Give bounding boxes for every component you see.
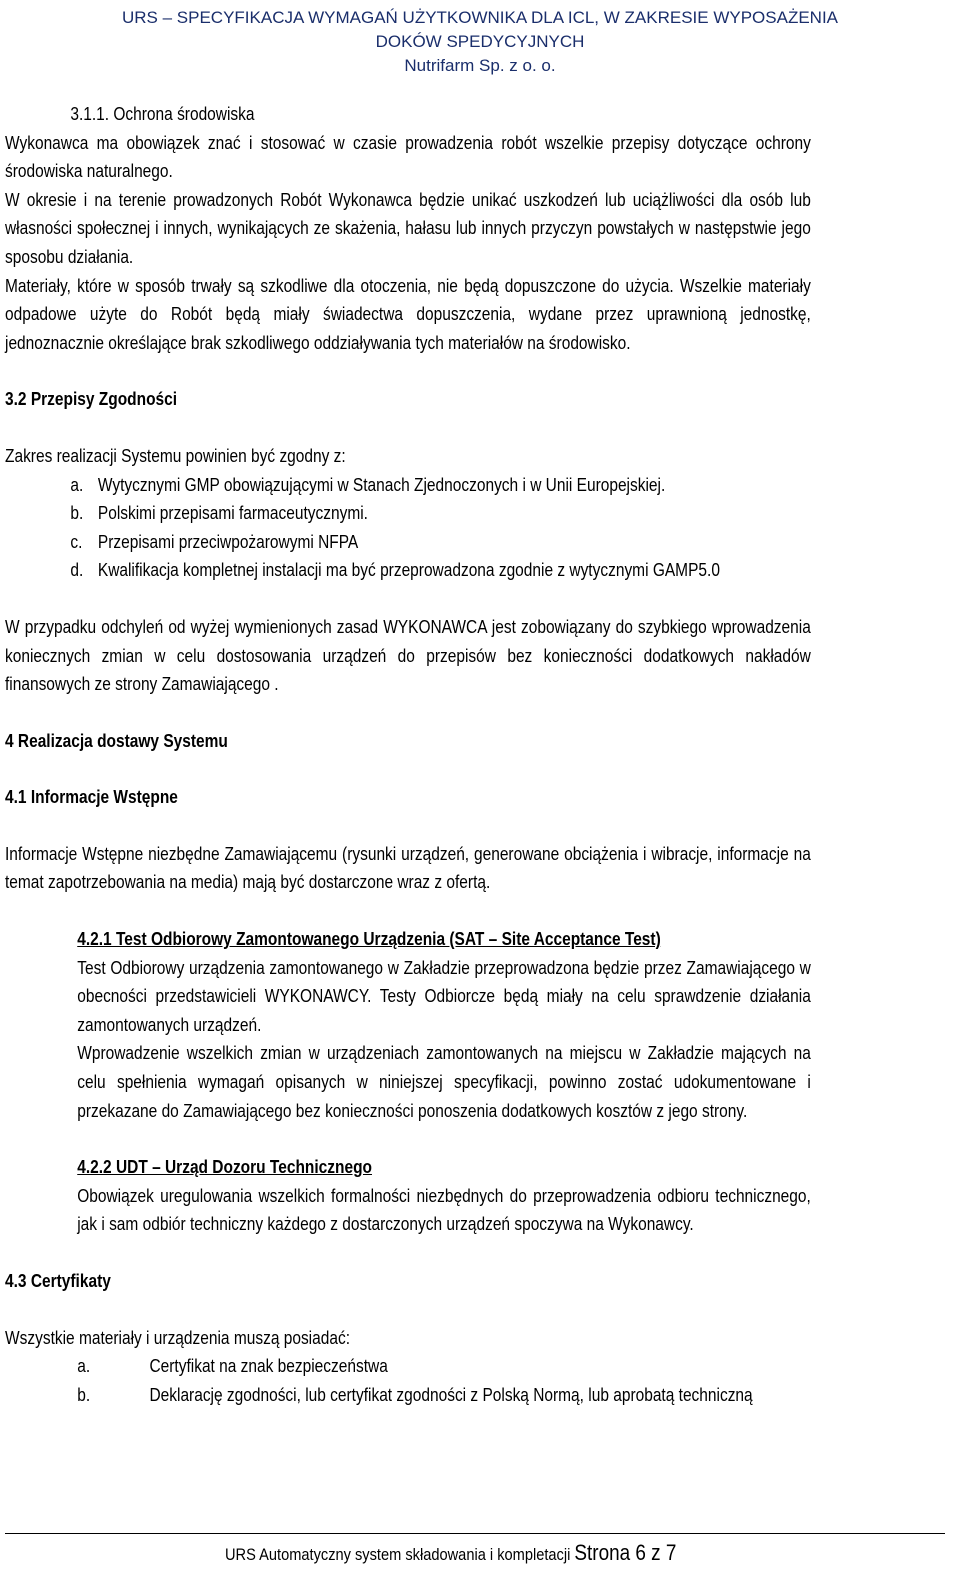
compliance-list bbox=[5, 471, 811, 585]
certificates-list bbox=[5, 1352, 811, 1409]
section-4-2-2-heading bbox=[77, 1153, 811, 1182]
list-item bbox=[5, 528, 811, 557]
section-3-2-heading: 3.2 Przepisy Zgodności bbox=[5, 389, 178, 410]
paragraph: W okresie i na terenie prowadzonych Robót Wykonawca będzie unikać uszkodzeń lub uciążliwości dla osób lub własności społecznej i innych, wynikających ze skażenia, hałasu lub innych przyczyn powstałych w następstwie jego sposobu działania. bbox=[5, 189, 811, 267]
list-item-text: Certyfikat na znak bezpieczeństwa bbox=[149, 1356, 388, 1377]
list-item bbox=[5, 1381, 811, 1410]
header-title: URS – SPECYFIKACJA WYMAGAŃ UŻYTKOWNIKA DLA ICL, W ZAKRESIE WYPOSAŻENIA bbox=[121, 8, 839, 27]
paragraph: Wykonawca ma obowiązek znać i stosować w czasie prowadzenia robót wszelkie przepisy dotyczące ochrony środowiska naturalnego. bbox=[5, 132, 811, 182]
list-marker: a. bbox=[77, 1356, 91, 1377]
paragraph: Informacje Wstępne niezbędne Zamawiającemu (rysunki urządzeń, generowane obciążenia i wibracje, informacje na temat zapotrzebowania na media) mają być dostarczone wraz z ofertą. bbox=[5, 843, 811, 893]
paragraph: Wprowadzenie wszelkich zmian w urządzeniach zamontowanych na miejscu w Zakładzie mających na celu spełnienia wymagań opisanych w niniejszej specyfikacji, powinno zostać udokumentowane i przekazane do Zamawiającego bez konieczności ponoszenia dodatkowych kosztów z jego strony. bbox=[77, 1043, 811, 1121]
list-item-text: Przepisami przeciwpożarowymi NFPA bbox=[97, 531, 359, 552]
list-marker: a. bbox=[70, 474, 84, 495]
section-4-2-1 bbox=[77, 925, 811, 1125]
list-item bbox=[5, 556, 811, 585]
list-marker: d. bbox=[70, 560, 84, 581]
list-intro: Wszystkie materiały i urządzenia muszą posiadać: bbox=[5, 1327, 350, 1348]
page-header bbox=[0, 6, 960, 78]
section-4-1-heading: 4.1 Informacje Wstępne bbox=[5, 787, 178, 808]
section-4-2-1-heading bbox=[77, 925, 811, 954]
list-item-text: Wytycznymi GMP obowiązującymi w Stanach Zjednoczonych i w Unii Europejskiej. bbox=[97, 474, 666, 495]
list-item bbox=[5, 1352, 811, 1381]
list-item bbox=[5, 499, 811, 528]
list-item-text: Polskimi przepisami farmaceutycznymi. bbox=[97, 503, 368, 524]
list-item-text: Deklarację zgodności, lub certyfikat zgodności z Polską Normą, lub aprobatą techniczną bbox=[149, 1384, 753, 1405]
section-3-1-1-heading: 3.1.1. Ochrona środowiska bbox=[70, 104, 255, 124]
paragraph: Obowiązek uregulowania wszelkich formalności niezbędnych do przeprowadzenia odbioru technicznego, jak i sam odbiór techniczny każdego z dostarczonych urządzeń spoczywa na Wykonawcy. bbox=[77, 1185, 811, 1235]
paragraph: Materiały, które w sposób trwały są szkodliwe dla otoczenia, nie będą dopuszczone do użycia. Wszelkie materiały odpadowe użyte do Robót będą miały świadectwa dopuszczenia, wydane przez uprawnioną jednostkę, jednoznacznie określające brak szkodliwego oddziaływania tych materiałów na środowisko. bbox=[5, 275, 811, 353]
header-subtitle: DOKÓW SPEDYCYJNYCH bbox=[375, 32, 585, 51]
footer-text bbox=[225, 1542, 676, 1566]
section-4-2-2 bbox=[77, 1153, 811, 1239]
page-footer bbox=[5, 1533, 945, 1565]
footer-doc-title: URS Automatyczny system składowania i kompletacji bbox=[225, 1545, 571, 1564]
page-number: Strona 6 z 7 bbox=[574, 1540, 677, 1565]
list-intro: Zakres realizacji Systemu powinien być zgodny z: bbox=[5, 445, 346, 466]
list-item-text: Kwalifikacja kompletnej instalacji ma być przeprowadzona zgodnie z wytycznymi GAMP5.0 bbox=[97, 560, 720, 581]
heading-text: 4.2.2 UDT – Urząd Dozoru Technicznego bbox=[77, 1157, 372, 1178]
section-4-heading: 4 Realizacja dostawy Systemu bbox=[5, 730, 228, 751]
list-item bbox=[5, 471, 811, 500]
list-marker: b. bbox=[70, 503, 84, 524]
document-body bbox=[5, 100, 811, 1409]
header-company: Nutrifarm Sp. z o. o. bbox=[404, 56, 556, 75]
section-4-3-heading: 4.3 Certyfikaty bbox=[5, 1271, 111, 1291]
list-marker: b. bbox=[77, 1384, 91, 1405]
paragraph: Test Odbiorowy urządzenia zamontowanego w Zakładzie przeprowadzona będzie przez Zamawiającego w obecności przedstawicieli WYKONAWCY. Testy Odbiorcze będą miały na celu sprawdzenie działania zamontowanych urządzeń. bbox=[77, 957, 811, 1035]
list-marker: c. bbox=[70, 531, 83, 552]
paragraph: W przypadku odchyleń od wyżej wymienionych zasad WYKONAWCA jest zobowiązany do szybkiego wprowadzenia koniecznych zmian w celu dostosowania urządzeń do przepisów bez konieczności dodatkowych nakładów finansowych ze strony Zamawiającego . bbox=[5, 616, 811, 695]
heading-text: 4.2.1 Test Odbiorowy Zamontowanego Urządzenia (SAT – Site Acceptance Test) bbox=[77, 929, 661, 950]
